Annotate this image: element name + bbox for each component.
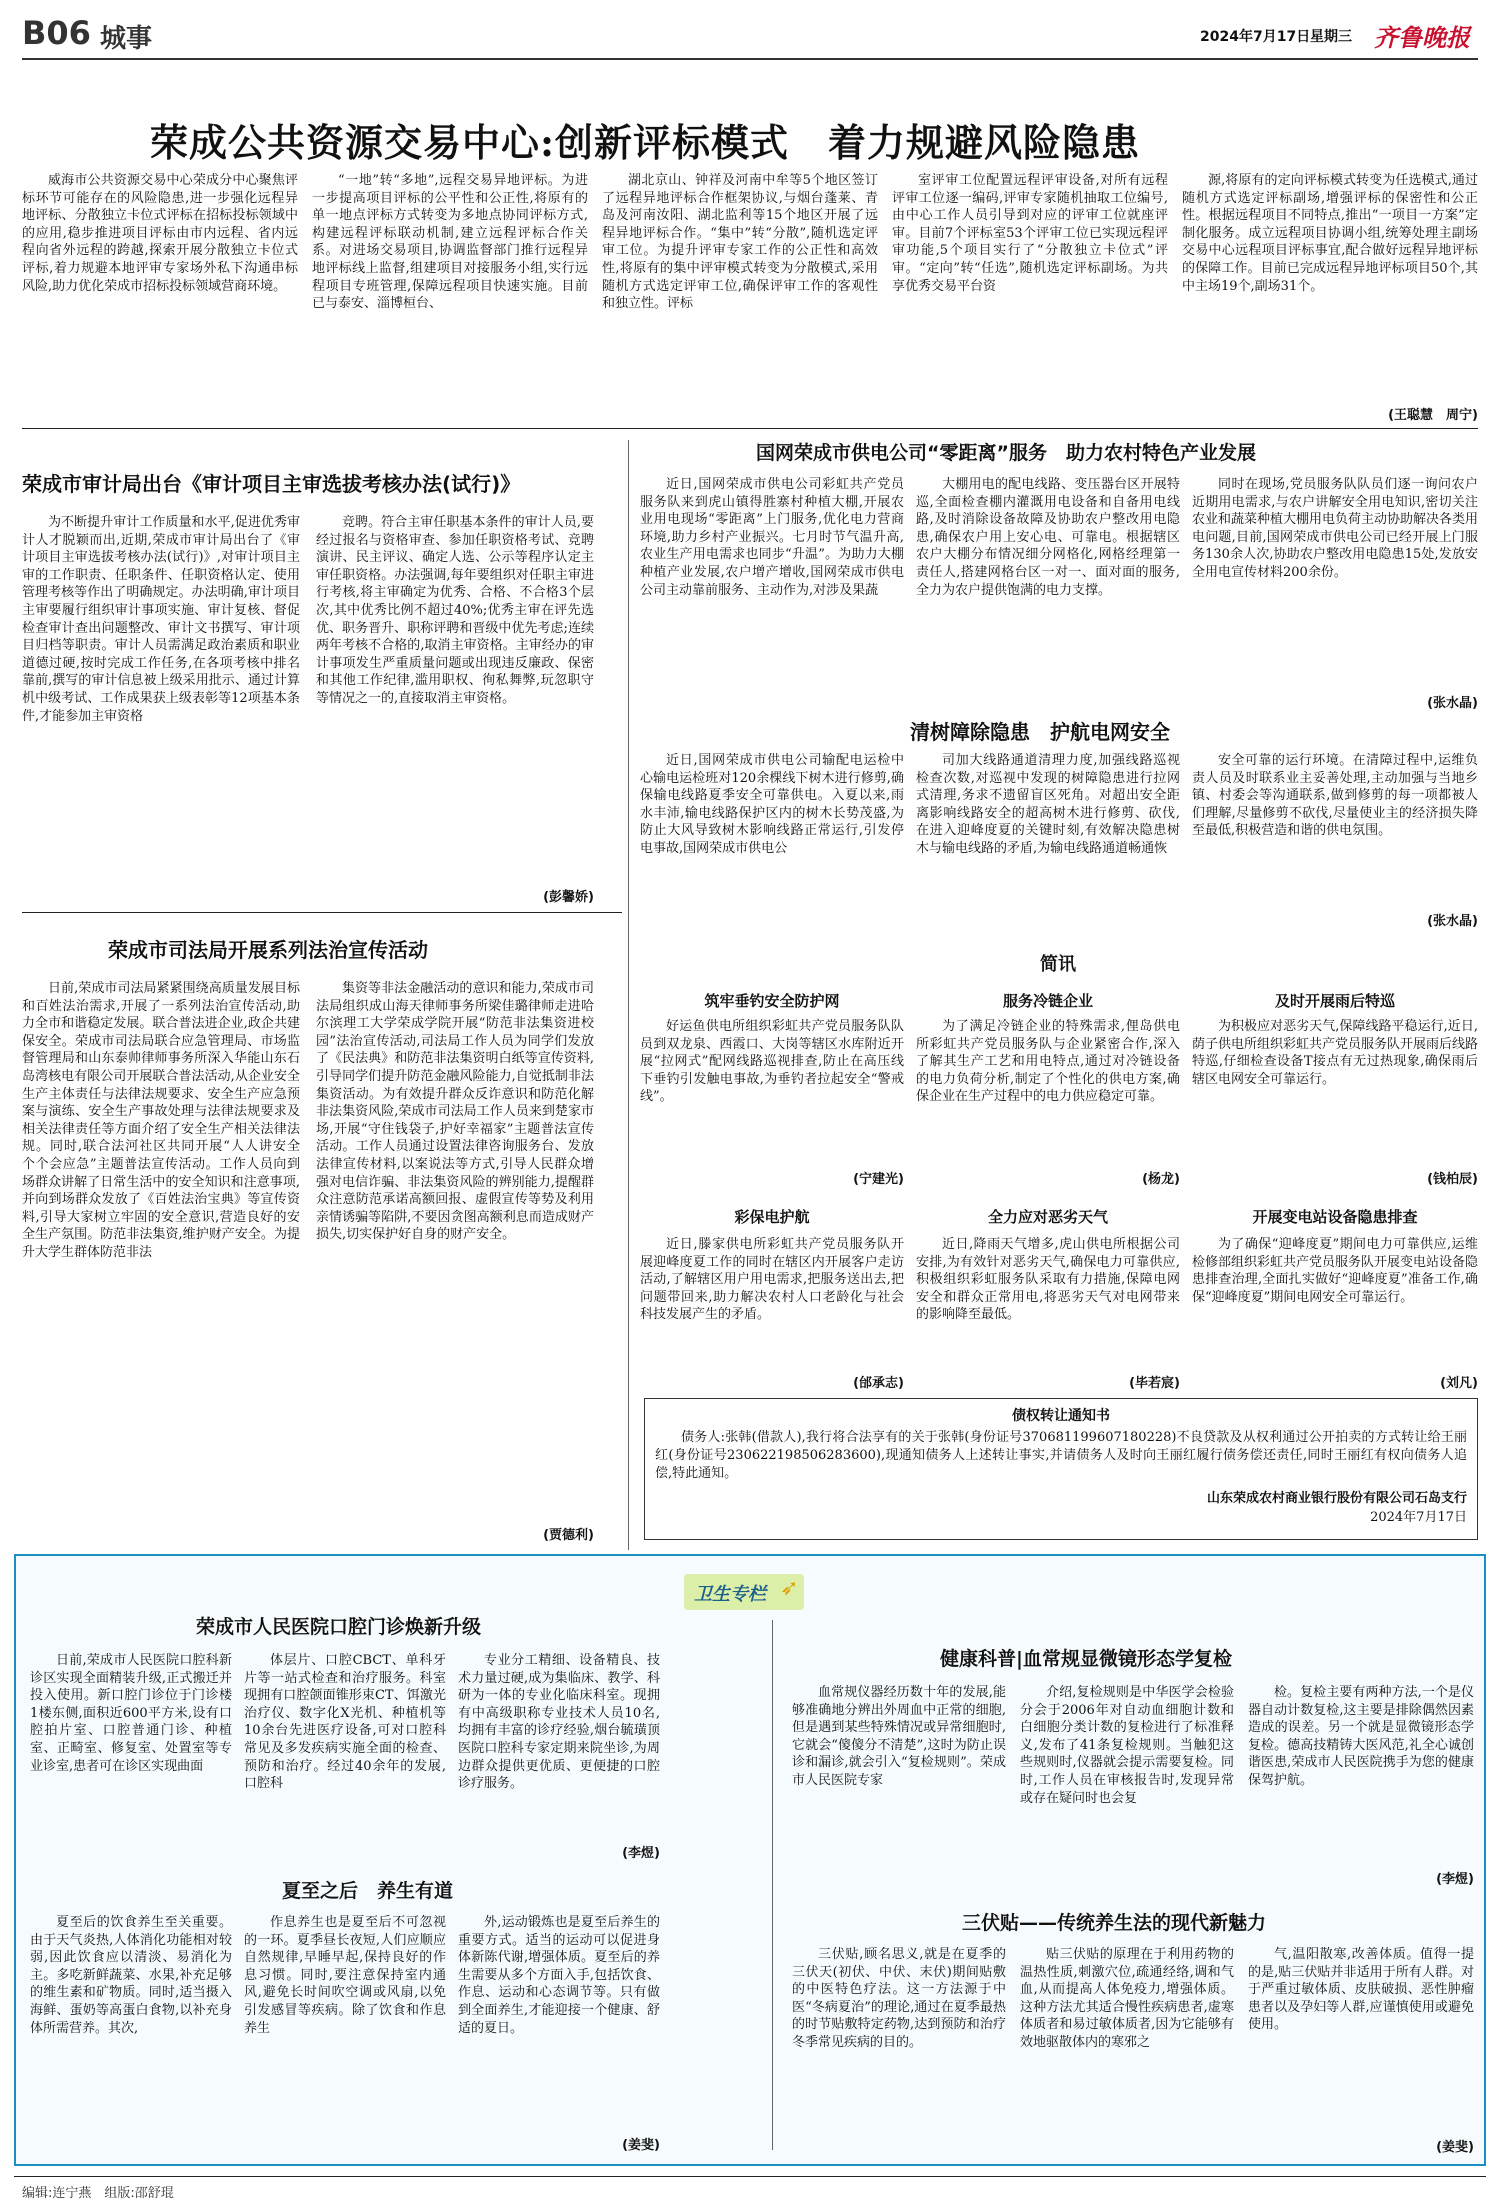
lead-bottom-rule xyxy=(22,428,1478,429)
brief-text-4: 近日,滕家供电所彩虹共产党员服务队开展迎峰度夏工作的同时在辖区内开展客户走访活动,了解辖区用户用电需求,把服务送出去,把问题带回来,助力解决农村人口老龄化与社会科技发展产生的矛盾。 xyxy=(640,1237,904,1323)
page-code: B06 xyxy=(22,14,91,52)
brief-text-3: 为积极应对恶劣天气,保障线路平稳运行,近日,荫子供电所组织彩虹共产党员服务队开展雨后线路特巡,仔细检查设备T接点有无过热现象,确保雨后辖区电网安全可靠运行。 xyxy=(1192,1019,1479,1087)
footer-rule xyxy=(14,2176,1486,2177)
lead-col-4: 室评审工位配置远程评审设备,对所有远程评审工位逐一编码,评审专家随机抽取工位编号,由中心工作人员引导到对应的评审工位就座评审。目前7个评标室53个评审工位已实现远程评审功能,5个项目实行了“分散独立卡位式”评审。“定向”转“任选”,随机选定评标副场。为共享优秀交易平台资 xyxy=(892,173,1168,294)
power1-headline: 国网荣成市供电公司“零距离”服务 助力农村特色产业发展 xyxy=(756,442,1256,464)
issue-date: 2024年7月17日 xyxy=(1200,29,1311,45)
summer-col-2: 作息养生也是夏至后不可忽视的一环。夏季昼长夜短,人们应顺应自然规律,早睡早起,保持良好的作息习惯。同时,要注意保持室内通风,避免长时间吹空调或风扇,以免引发感冒等疾病。除了饮食和作息养生 xyxy=(244,1915,446,2036)
lead-col-3: 湖北京山、钟祥及河南中牟等5个地区签订了远程异地评标合作框架协议,与烟台蓬莱、青岛及河南汝阳、湖北监利等15个地区开展了远程异地评标合作。“集中”转“分散”,随机选定评审工位。为提升评审专家工作的公正性和高效性,将原有的集中评审模式转变为分散模式,采用随机方式选定评审工位,确保评审工作的客观性和独立性。评标 xyxy=(602,173,878,312)
notice-issuer: 山东荣成农村商业银行股份有限公司石岛支行 xyxy=(1206,1491,1467,1506)
judicial-col-2: 集资等非法金融活动的意识和能力,荣成市司法局组织成山海天律师事务所梁佳璐律师走进哈尔滨理工大学荣成学院开展“防范非法集资进校园”法治宣传活动,司法局工作人员为同学们发放了《民法典》和防范非法集资明白纸等宣传资料,引导同学们提升防范金融风险能力,自觉抵制非法集资活动。为有效提升群众反诈意识和防范化解非法集资风险,荣成市司法局工作人员来到楚家市场,开展“守住钱袋子,护好幸福家”主题普法宣传活动。工作人员通过设置法律咨询服务台、发放法律宣传材料,以案说法等方式,引导人民群众增强对电信诈骗、非法集资风险的辨别能力,提醒群众注意防范承诺高额回报、虚假宣传等势及利用亲情诱骗等陷阱,不要因贪图高额利息而造成财产损失,切实保护好自身的财产安全。 xyxy=(316,981,594,1243)
power2-byline: (张水晶) xyxy=(1427,914,1478,929)
lead-col-5: 源,将原有的定向评标模式转变为任选模式,通过随机方式选定评标副场,增强评标的保密性和公正性。根据远程项目不同特点,推出“一项目一方案”定制化服务。成立远程项目协调小组,统筹处理主副场交易中心远程项目评标事宜,配合做好远程异地评标的保障工作。目前已完成远程异地评标项目50个,其中主场19个,副场31个。 xyxy=(1182,173,1478,294)
sanfu-headline: 三伏贴——传统养生法的现代新魅力 xyxy=(962,1912,1267,1934)
column-divider xyxy=(628,440,629,1550)
dental-headline: 荣成市人民医院口腔门诊焕新升级 xyxy=(196,1616,482,1638)
lead-byline: (王聪慧 周宁) xyxy=(1388,408,1478,423)
notice-date: 2024年7月17日 xyxy=(1370,1510,1467,1525)
brief-text-2: 为了满足冷链企业的特殊需求,俚岛供电所彩虹共产党员服务队与企业紧密合作,深入了解其生产工艺和用电特点,通过对冷链设备的电力负荷分析,制定了个性化的供电方案,确保企业在生产过程中的电力供应稳定可靠。 xyxy=(916,1019,1180,1105)
dental-col-2: 体层片、口腔CBCT、单科牙片等一站式检查和治疗服务。科室现拥有口腔颌面锥形束CT、饵激光治疗仪、数字化X光机、种植机等10余台先进医疗设备,可对口腔科常见及多发疾病实施全面的检查、预防和治疗。经过40余年的发展,口腔科 xyxy=(244,1653,446,1792)
judicial-headline: 荣成市司法局开展系列法治宣传活动 xyxy=(108,938,428,962)
brief-title-1: 筑牢垂钓安全防护网 xyxy=(704,992,840,1010)
audit-headline: 荣成市审计局出台《审计项目主审选拔考核办法(试行)》 xyxy=(22,472,521,496)
debt-notice xyxy=(644,1398,1478,1540)
newspaper-logo: 齐鲁晚报 xyxy=(1374,23,1470,52)
footer-credits: 编辑:连宁燕 组版:邵舒琨 xyxy=(22,2186,174,2201)
health-column-label xyxy=(684,1574,804,1610)
brief-byline-4: (邰承志) xyxy=(853,1376,904,1391)
summer-col-3: 外,运动锻炼也是夏至后养生的重要方式。适当的运动可以促进身体新陈代谢,增强体质。夏至后的养生需要从多个方面入手,包括饮食、作息、运动和心态调节等。只有做到全面养生,才能迎接一个健康、舒适的夏日。 xyxy=(458,1915,660,2036)
brief-byline-2: (杨龙) xyxy=(1142,1172,1180,1187)
judicial-col-1: 日前,荣成市司法局紧紧围绕高质量发展目标和百姓法治需求,开展了一系列法治宣传活动,助力全市和谐稳定发展。联合普法进企业,政企共建保安全。荣成市司法局联合应急管理局、市场监督管理局和山东泰帅律师事务所深入华能山东石岛湾核电有限公司开展联合普法活动,从企业安全生产主体责任与法律法规要求、安全生产应急预案与演练、安全生产事故处理与法律法规要求及相关法律责任等方面介绍了安全生产相关法律法规。同时,联合法河社区共同开展“人人讲安全 个个会应急”主题普法宣传活动。工作人员向到场群众讲解了日常生活中的安全知识和注意事项,并向到场群众发放了《百姓法治宝典》等宣传资料,引导大家树立牢固的安全意识,营造良好的安全生产氛围。防范非法集资,维护财产安全。为提升大学生群体防范非法 xyxy=(22,981,314,1260)
masthead-rule xyxy=(22,58,1478,60)
brief-text-6: 为了确保“迎峰度夏”期间电力可靠供应,运维检修部组织彩虹共产党员服务队开展变电站设备隐患排查治理,全面扎实做好“迎峰度夏”准备工作,确保“迎峰度夏”期间电网安全可靠运行。 xyxy=(1192,1237,1479,1305)
sanfu-byline: (姜斐) xyxy=(1436,2140,1474,2155)
blood-col-2: 介绍,复检规则是中华医学会检验分会于2006年对自动血细胞计数和白细胞分类计数的复检进行了标准释义,发布了41条复检规则。当触犯这些规则时,仪器就会提示需要复检。同时,工作人员在审核报告时,发现异常或存在疑问时也会复 xyxy=(1020,1685,1234,1806)
dental-byline: (李煜) xyxy=(622,1846,660,1861)
sanfu-col-1: 三伏贴,顾名思义,就是在夏季的三伏天(初伏、中伏、末伏)期间贴敷的中医特色疗法。这一方法源于中医“冬病夏治”的理论,通过在夏季最热的时节贴敷特定药物,达到预防和治疗冬季常见疾病的目的。 xyxy=(792,1947,1006,2050)
power1-col-2: 大棚用电的配电线路、变压器台区开展特巡,全面检查棚内灌溉用电设备和自备用电线路,及时消除设备故障及协助农户整改用电隐患,确保农户用上安心电、可靠电。根据辖区农户大棚分布情况细分网格化,网格经理第一责任人,搭建网格台区一对一、面对面的服务,全力为农户提供饱满的电力支撑。 xyxy=(916,477,1180,598)
brief-label: 简讯 xyxy=(1040,954,1076,975)
power2-col-1: 近日,国网荣成市供电公司输配电运检中心输电运检班对120余棵线下树木进行修剪,确保输电线路夏季安全可靠供电。入夏以来,雨水丰沛,输电线路保护区内的树木长势茂盛,为防止大风导致树木影响线路正常运行,引发停电事故,国网荣成市供电公 xyxy=(640,753,904,856)
blood-byline: (李煜) xyxy=(1436,1872,1474,1887)
section-name: 城事 xyxy=(100,24,153,54)
lead-col-1: 威海市公共资源交易中心荣成分中心聚焦评标环节可能存在的风险隐患,进一步强化远程异地评标、分散独立卡位式评标在招标投标领域中的应用,稳步推进项目评标由市内远程、省内远程向省外远程的跨越,探索开展分散独立卡位式评标,着力规避本地评审专家场外私下沟通串标风险,助力优化荣成市招标投标领域营商环境。 xyxy=(22,173,298,294)
notice-body: 债务人:张韩(借款人),我行将合法享有的关于张韩(身份证号370681199607180228)不良贷款及从权利通过公开拍卖的方式转让给王丽红(身份证号230622198506283600),现通知债务人上述转让事实,并请债务人及时向王丽红履行债务偿还责任,同时王丽红有权向债务人追偿,特此通知。 xyxy=(655,1430,1467,1481)
audit-byline: (彭馨娇) xyxy=(543,890,594,905)
brief-byline-3: (钱柏辰) xyxy=(1427,1172,1478,1187)
dental-col-3: 专业分工精细、设备精良、技术力量过硬,成为集临床、教学、科研为一体的专业化临床科室。现拥有中高级职称专业技术人员10名,均拥有丰富的诊疗经验,烟台毓璜顶医院口腔科专家定期来院坐诊,为周边群众提供更优质、更便捷的口腔诊疗服务。 xyxy=(458,1653,660,1792)
dental-col-1: 日前,荣成市人民医院口腔科新诊区实现全面精装升级,正式搬迁并投入使用。新口腔门诊位于门诊楼1楼东侧,面积近600平方米,设有口腔拍片室、口腔普通门诊、种植室、正畸室、修复室、处置室等专业诊室,患者可在诊区实现曲面 xyxy=(30,1653,232,1774)
brief-title-3: 及时开展雨后特巡 xyxy=(1274,992,1395,1010)
power1-byline: (张水晶) xyxy=(1427,696,1478,711)
masthead xyxy=(22,14,1478,54)
brief-byline-1: (宁建光) xyxy=(853,1172,904,1187)
power1-col-1: 近日,国网荣成市供电公司彩虹共产党员服务队来到虎山镇得胜寨村种植大棚,开展农业用电现场“零距离”上门服务,优化电力营商环境,助力乡村产业振兴。七月时节气温升高,农业生产用电需求也同步“升温”。为助力大棚种植产业发展,农户增产增收,国网荣成市供电公司主动靠前服务、主动作为,对涉及果蔬 xyxy=(640,477,904,598)
lead-headline: 荣成公共资源交易中心:创新评标模式 着力规避风险隐患 xyxy=(150,120,1141,165)
power2-headline: 清树障除隐患 护航电网安全 xyxy=(910,720,1170,744)
blood-col-1: 血常规仪器经历数十年的发展,能够准确地分辨出外周血中正常的细胞,但是遇到某些特殊情况或异常细胞时,它就会“傻傻分不清楚”,这时为防止误诊和漏诊,就会引入“复检规则”。荣成市人民医院专家 xyxy=(792,1685,1006,1788)
summer-headline: 夏至之后 养生有道 xyxy=(282,1880,454,1902)
sanfu-col-2: 贴三伏贴的原理在于利用药物的温热性质,刺激穴位,疏通经络,调和气血,从而提高人体免疫力,增强体质。这种方法尤其适合慢性疾病患者,虚寒体质者和易过敏体质者,因为它能够有效地驱散体内的寒邪之 xyxy=(1020,1947,1234,2050)
brief-text-5: 近日,降雨天气增多,虎山供电所根据公司安排,为有效针对恶劣天气,确保电力可靠供应,积极组织彩虹服务队采取有力措施,保障电网安全和群众正常用电,将恶劣天气对电网带来的影响降至最低。 xyxy=(916,1237,1180,1323)
audit-bottom-rule xyxy=(22,912,622,913)
blood-col-3: 检。复检主要有两种方法,一个是仪器自动计数复检,这主要是排除偶然因素造成的误差。另一个就是显微镜形态学复检。德高技精铸大医风范,礼全心诚创谐医患,荣成市人民医院携手为您的健康保驾护航。 xyxy=(1248,1685,1474,1788)
notice-title: 债权转让通知书 xyxy=(1012,1408,1110,1424)
brief-byline-5: (毕若宸) xyxy=(1129,1376,1180,1391)
lead-col-2: “一地”转“多地”,远程交易异地评标。为进一步提高项目评标的公平性和公正性,将原有的单一地点评标方式转变为多地点协同评标方式,构建远程评标联动机制,建立远程评标合作关系。对进场交易项目,协调监督部门推行远程异地评标线上监督,组建项目对接服务小组,实行远程项目专班管理,保障远程项目快速实施。目前已与泰安、淄博桓台、 xyxy=(312,173,588,312)
sanfu-col-3: 气,温阳散寒,改善体质。值得一提的是,贴三伏贴并非适用于所有人群。对于严重过敏体质、皮肤破损、恶性肿瘤患者以及孕妇等人群,应谨慎使用或避免使用。 xyxy=(1248,1947,1474,2033)
brief-byline-6: (刘凡) xyxy=(1440,1376,1478,1391)
arrow-icon: ➶ xyxy=(780,1576,799,1601)
audit-col-1: 为不断提升审计工作质量和水平,促进优秀审计人才脱颖而出,近期,荣成市审计局出台了《审计项目主审选拔考核办法(试行)》,对审计项目主审的工作职责、任职条件、任职资格认定、使用管理考核等作出了明确规定。办法明确,审计项目主审要履行组织审计事项实施、审计复核、督促检查审计查出问题整改、审计文书撰写、审计项目归档等职责。审计人员需满足政治素质和职业道德过硬,按时完成工作任务,在各项考核中排名靠前,撰写的审计信息被上级采用批示、通过计算机中级考试、工作成果获上级表彰等12项基本条件,才能参加主审资格 xyxy=(22,515,300,724)
brief-title-4: 彩保电护航 xyxy=(734,1208,810,1226)
health-divider xyxy=(772,1620,773,2150)
summer-col-1: 夏至后的饮食养生至关重要。由于天气炎热,人体消化功能相对较弱,因此饮食应以清淡、易消化为主。多吃新鲜蔬菜、水果,补充足够的维生素和矿物质。同时,适当摄入海鲜、蛋奶等高蛋白食物,以补充身体所需营养。其次, xyxy=(30,1915,232,2036)
judicial-byline: (贾德利) xyxy=(543,1528,594,1543)
health-column-text: 卫生专栏 xyxy=(694,1584,766,1605)
brief-title-6: 开展变电站设备隐患排查 xyxy=(1252,1208,1418,1226)
brief-title-5: 全力应对恶劣天气 xyxy=(987,1208,1108,1226)
brief-title-2: 服务冷链企业 xyxy=(1002,992,1093,1010)
power2-col-3: 安全可靠的运行环境。在清障过程中,运维负责人员及时联系业主妥善处理,主动加强与当地乡镇、村委会等沟通联系,做到修剪的每一项都被人们理解,尽量修剪不砍伐,尽量使业主的经济损失降至最低,积极营造和谐的供电氛围。 xyxy=(1192,753,1478,839)
audit-col-2: 竞聘。符合主审任职基本条件的审计人员,要经过报名与资格审查、参加任职资格考试、竞聘演讲、民主评议、确定人选、公示等程序认定主审任职资格。办法强调,每年要组织对任职主审进行考核,将主审确定为优秀、合格、不合格3个层次,其中优秀比例不超过40%;优秀主审在评先选优、职务晋升、职称评聘和晋级中优先考虑;连续两年考核不合格的,取消主审资格。主审经办的审计事项发生严重质量问题或出现违反廉政、保密和其他工作纪律,滥用职权、徇私舞弊,玩忽职守等情况之一的,直接取消主审资格。 xyxy=(316,515,594,706)
power2-col-2: 司加大线路通道清理力度,加强线路巡视检查次数,对巡视中发现的树障隐患进行拉网式清理,务求不遗留盲区死角。对超出安全距离影响线路安全的超高树木进行修剪、砍伐,在进入迎峰度夏的关键时刻,有效解决隐患树木与输电线路的矛盾,为输电线路通道畅通恢 xyxy=(916,753,1180,856)
power1-col-3: 同时在现场,党员服务队队员们逐一询问农户近期用电需求,与农户讲解安全用电知识,密切关注农业和蔬菜种植大棚用电负荷主动协助解决各类用电问题,目前,国网荣成市供电公司已经开展上门服务130余人次,协助农户整改用电隐患15处,发放安全用电宣传材料200余份。 xyxy=(1192,477,1479,580)
summer-byline: (姜斐) xyxy=(622,2138,660,2153)
issue-weekday: 星期三 xyxy=(1310,29,1352,45)
brief-text-1: 好运鱼供电所组织彩虹共产党员服务队队员到双龙泉、西霞口、大岗等辖区水库附近开展“拉网式”配网线路巡视排查,防止在高压线下垂钓引发触电事故,为垂钓者拉起安全“警戒线”。 xyxy=(640,1019,904,1105)
blood-headline: 健康科普|血常规显微镜形态学复检 xyxy=(940,1648,1232,1670)
